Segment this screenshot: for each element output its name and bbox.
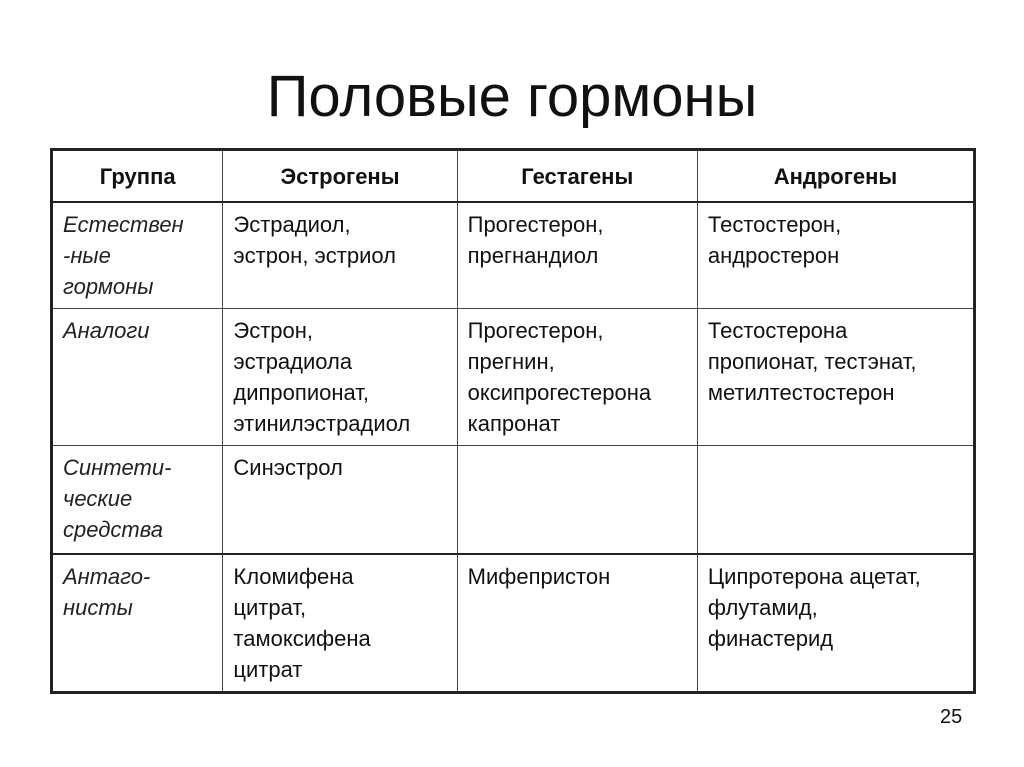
header-gestagens: Гестагены: [457, 150, 697, 203]
cell-line: Мифепристон: [467, 564, 611, 589]
table-cell: [223, 554, 457, 693]
cell-line: финастерид: [707, 626, 834, 651]
table-cell: [697, 446, 974, 555]
cell-line: цитрат,: [233, 595, 307, 620]
cell-line: гормоны: [63, 274, 154, 299]
hormones-table: [50, 148, 976, 694]
cell-line: Антаго-: [63, 564, 151, 589]
cell-line: -ные: [63, 243, 111, 268]
group-cell: [52, 309, 223, 446]
cell-line: средства: [63, 517, 163, 542]
cell-line: эстрадиола: [233, 349, 353, 374]
cell-line: флутамид,: [707, 595, 818, 620]
cell-line: Тестостерона: [707, 318, 848, 343]
cell-line: эстрон, эстриол: [233, 243, 396, 268]
table-row: [52, 309, 975, 446]
cell-line: андростерон: [707, 243, 840, 268]
cell-line: Эстрадиол,: [233, 212, 351, 237]
table-cell: [457, 309, 697, 446]
header-estrogens: Эстрогены: [223, 150, 457, 203]
table-cell: [223, 309, 457, 446]
cell-line: Синэстрол: [233, 455, 343, 480]
group-cell: [52, 446, 223, 555]
page-number: 25: [940, 706, 963, 728]
cell-line: пропионат, тестэнат,: [707, 349, 917, 374]
group-cell: [52, 554, 223, 693]
cell-line: дипропионат,: [233, 380, 369, 405]
table-row: [52, 554, 975, 693]
cell-line: Прогестерон,: [467, 212, 604, 237]
cell-line: Эстрон,: [233, 318, 314, 343]
table-header-row: [52, 150, 975, 203]
header-androgens: Андрогены: [697, 150, 974, 203]
table-cell: [697, 309, 974, 446]
cell-line: нисты: [63, 595, 133, 620]
table-cell: [697, 554, 974, 693]
cell-line: Прогестерон,: [467, 318, 604, 343]
table-cell: [457, 446, 697, 555]
group-cell: [52, 202, 223, 309]
cell-line: этинилэстрадиол: [233, 411, 411, 436]
slide-title: Половые гормоны: [266, 64, 758, 129]
cell-line: цитрат: [233, 657, 303, 682]
table-cell: [223, 202, 457, 309]
cell-line: Естествен: [63, 212, 184, 237]
cell-line: прегнандиол: [467, 243, 599, 268]
table-cell: [457, 554, 697, 693]
cell-line: Тестостерон,: [707, 212, 842, 237]
table-cell: [223, 446, 457, 555]
cell-line: тамоксифена: [233, 626, 371, 651]
cell-line: прегнин,: [467, 349, 555, 374]
cell-line: Синтети-: [63, 455, 172, 480]
cell-line: ческие: [63, 486, 133, 511]
cell-line: Аналоги: [63, 318, 150, 343]
header-group: Группа: [52, 150, 223, 203]
table-row: [52, 202, 975, 309]
cell-line: Ципротерона ацетат,: [707, 564, 921, 589]
cell-line: оксипрогестерона: [467, 380, 652, 405]
cell-line: метилтестостерон: [707, 380, 895, 405]
table-cell: [697, 202, 974, 309]
cell-line: капронат: [467, 411, 561, 436]
table-cell: [457, 202, 697, 309]
cell-line: Кломифена: [233, 564, 354, 589]
table-row: [52, 446, 975, 555]
